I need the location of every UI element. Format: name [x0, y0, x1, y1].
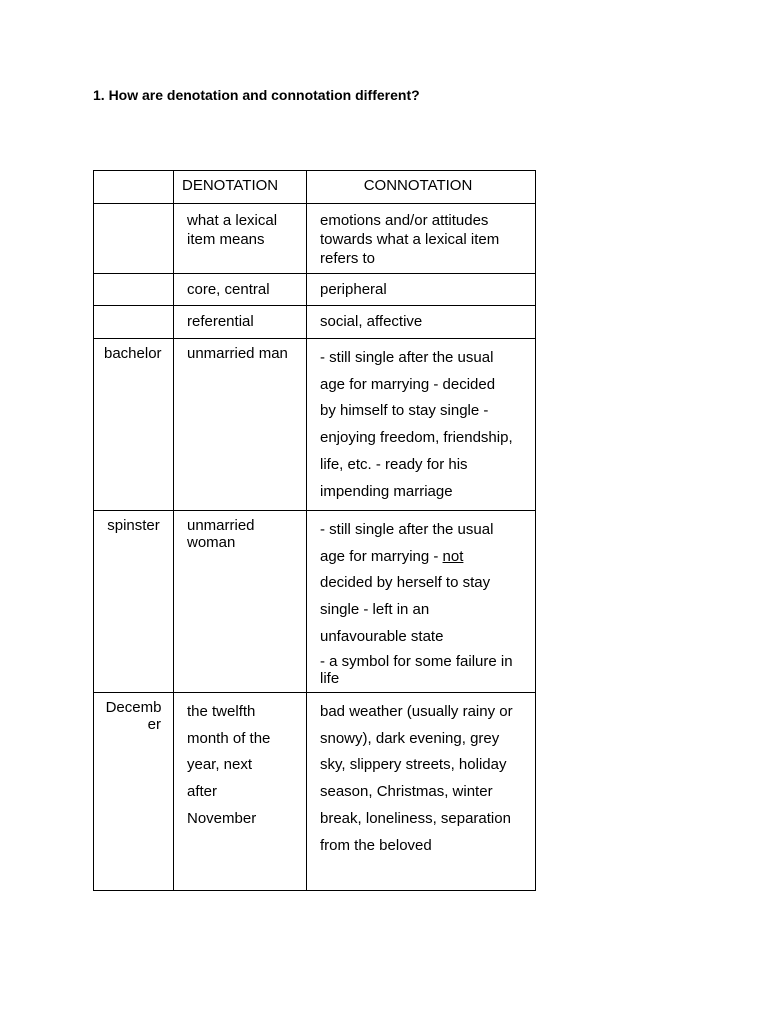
term-bachelor: bachelor [104, 345, 162, 362]
connotation-cell [307, 511, 536, 693]
denotation-cell: core, central [174, 274, 307, 306]
denotation-connotation-table [93, 170, 536, 891]
denotation-cell: the twelfth month of the year, next after November [174, 693, 307, 891]
connotation-cell: peripheral [307, 274, 536, 306]
header-denotation: DENOTATION [182, 177, 279, 194]
term-cell [94, 274, 174, 306]
denotation-cell: unmarried man [174, 339, 307, 511]
connotation-cell: - still single after the usual age for marrying - decided by himself to stay single - enjoying freedom, friendship, life, etc. - ready for his impending marriage [307, 339, 536, 511]
table-row [94, 204, 536, 274]
header-connotation-cell [307, 171, 536, 204]
term-cell [94, 339, 174, 511]
table-row [94, 339, 536, 511]
table-row [94, 274, 536, 306]
table-row [94, 511, 536, 693]
term-cell [94, 693, 174, 891]
term-cell [94, 511, 174, 693]
denotation-cell: what a lexical item means [174, 204, 307, 274]
term-spinster: spinster [107, 517, 160, 534]
header-connotation: CONNOTATION [363, 177, 473, 194]
question-heading: 1. How are denotation and connotation different? [93, 87, 420, 103]
denotation-cell: unmarried woman [174, 511, 307, 693]
header-denotation-cell [174, 171, 307, 204]
term-cell [94, 306, 174, 339]
connotation-cell: emotions and/or attitudes towards what a lexical item refers to [307, 204, 536, 274]
connotation-extra: - a symbol for some failure in life [320, 652, 513, 687]
term-cell [94, 204, 174, 274]
term-december: Decemb er [105, 699, 162, 733]
connotation-text: - still single after the usual age for marrying - not decided by herself to stay single - left in an unfavourable state [320, 521, 494, 645]
table-row [94, 306, 536, 339]
table-row [94, 693, 536, 891]
table-header-row [94, 171, 536, 204]
denotation-cell: referential [174, 306, 307, 339]
connotation-cell: social, affective [307, 306, 536, 339]
connotation-cell: bad weather (usually rainy or snowy), dark evening, grey sky, slippery streets, holiday season, Christmas, winter break, loneliness, separation from the beloved [307, 693, 536, 891]
header-term-cell [94, 171, 174, 204]
underlined-word: not [442, 547, 464, 565]
